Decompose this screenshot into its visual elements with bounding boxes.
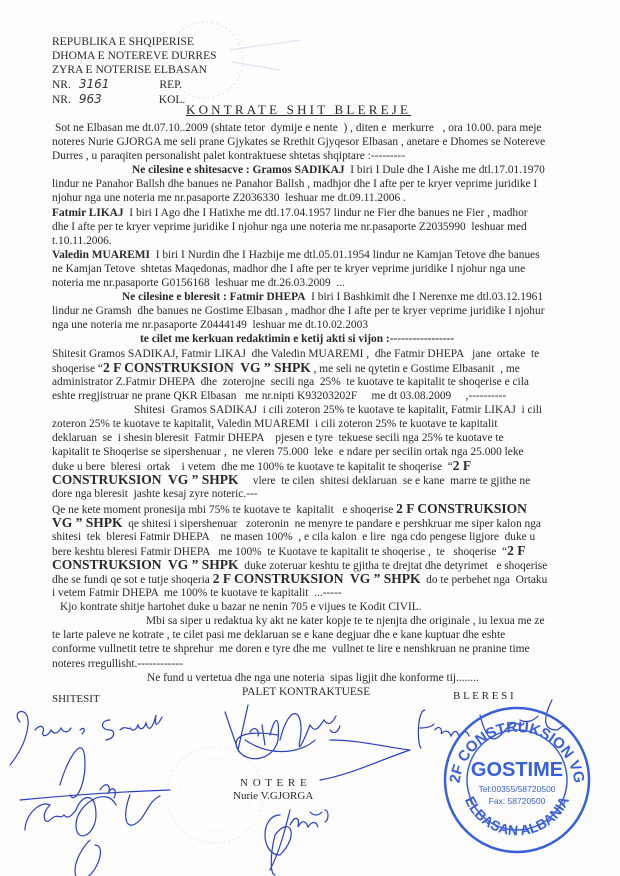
line-text: Durres , u paraqiten personalisht palet kontraktuese shtetas shqiptare :---------: [52, 150, 405, 163]
line-text: ne Kamjan Tetove shtetas Maqedonas, madhor dhe I afte per te kryer veprime juridike I njohur nga une: [52, 262, 526, 275]
stamp-fax: Fax: 58720500: [488, 796, 546, 806]
document-title: KONTRATE SHIT BLEREJE: [186, 102, 412, 117]
line-text: shitesi tek bleresi Fatmir DHEPA ne masen 100% , e cila kalon e lire nga cdo pengese ligjore duke u: [52, 530, 536, 543]
line-text: eshte rregjistruar ne prane QKR Elbasan me nr.nipti K93203202F me dt 03.08.2009 ,----------: [52, 389, 507, 402]
line-text: noteres rregullisht.------------: [52, 657, 183, 670]
stamp-ring-top: 2F CONSTRUKSION VG: [446, 718, 588, 785]
line-text: dhe I afte per te kryer veprime juridike I njohur nga une noteria me nr.pasaporte Z2035990 leshuar med: [52, 220, 527, 233]
line-text: dore nga bleresit jashte kesaj zyre noteric.---: [52, 488, 258, 501]
company-stamp: [445, 708, 589, 852]
line-text: , me seli ne qytetin e Gostime Elbasanit , me: [310, 362, 520, 375]
line-text: deklaruan se i shesin bleresit Fatmir DHEPA pjesen e tyre tekuese secili nga 25% te kuotave te: [52, 432, 504, 445]
line-text: noteres Nurie GJORGA me seli prane Gjykates se Rrethit Gjyqesor Elbasan , anetare e Dhomes se Notereve: [52, 136, 546, 149]
line-text: qe shitesi i sipershenuar zoteronin ne menyre te pandare e pershkruar me siper kalon nga: [122, 517, 541, 530]
notary-name: Nurie V.GJORGA: [233, 790, 314, 802]
bold-text: 2 F: [507, 542, 526, 558]
bold-text: Valedin MUAREMI: [52, 248, 150, 261]
sellers-label: SHITESIT: [52, 693, 100, 705]
line-text: dhe se fundi qe sot e tutje shoqeria: [52, 574, 213, 586]
line-text: bere keshtu bleresi Fatmir DHEPA me 100% te Kuotave te kapitalit te shoqerise , te shoqerise “: [52, 545, 508, 558]
rep-label: REP.: [159, 79, 183, 91]
signature-gramos-sadikaj: [10, 711, 162, 765]
line-text: njohur nga une noteria me nr.pasaporte Z2036330 leshuar me dt.09.11.2006 .: [52, 192, 406, 205]
line-text: t.10.11.2006.: [52, 234, 112, 247]
line-text: I biri I Bashkimit dhe I Nerenxe me dtl.03.12.1961: [305, 291, 544, 304]
bold-text: 2 F: [452, 458, 472, 474]
rep-number: 3161: [78, 77, 110, 91]
line-text: I biri I Ago dhe I Hatixhe me dtl.17.04.1957 lindur ne Fier dhe banues ne Fier , madhor: [123, 206, 528, 219]
faint-notary-stamp-bottom: [167, 747, 263, 843]
line-text: Kjo kontrate shitje hartohet duke u bazar ne nenin 705 e vijues te Kodit CIVIL.: [60, 601, 422, 614]
stamp-center: GOSTIME: [470, 759, 564, 781]
bold-text: Ne cilesine e bleresit : Fatmir DHEPA: [122, 291, 306, 304]
line-text: I biri I Nurdin dhe I Hazbije me dtl.05.01.1954 lindur ne Kamjan Tetove dhe banues: [150, 248, 540, 261]
line-text: duke zoteruar keshtu te gjitha te drejtat dhe detyrimet e shoqerise: [238, 559, 548, 572]
line-text: PALET KONTRAKTUESE: [242, 685, 371, 698]
line-text: Qe ne kete moment pronesija mbi 75% te kuotave te kapitalit e shoqerise: [52, 503, 397, 516]
line-text: noteria me nr.pasaporte G0156168 leshuar me dt.26.03.2009 ...: [52, 277, 345, 290]
line-text: Shitesi Gramos SADIKAJ i cili zoteron 25% te kuotave te kapitalit, Fatmir LIKAJ i cili: [134, 403, 543, 416]
line-text: te larte paleve ne kotrate , te cilet pasi me deklaruan se e kane degjuar dhe e kane kuptuar dhe eshte: [52, 629, 506, 642]
header-line: ZYRA E NOTERISE ELBASAN: [52, 64, 207, 76]
header-line: REPUBLIKA E SHQIPERISE: [52, 36, 194, 48]
bold-text: Fatmir LIKAJ: [52, 206, 124, 219]
line-text: Shitesit Gramos SADIKAJ, Fatmir LIKAJ dhe Valedin MUAREMI , dhe Fatmir DHEPA jane ortake te: [52, 347, 540, 360]
line-text: I biri I Dule dhe I Aishe me dtl.17.01.1970: [344, 164, 545, 177]
bold-text: VG ” SHPK: [52, 514, 123, 530]
bold-text: 2 F CONSTRUKSION: [396, 500, 527, 516]
signature-fatmir-likaj: [20, 748, 170, 876]
line-text: Ne fund u vertetua dhe nga une noteria sipas ligjit dhe konforme tij........: [147, 671, 479, 684]
header-line: DHOMA E NOTEREVE DURRES: [52, 50, 217, 62]
line-text: i vetem Fatmir DHEPA me 100% te kuotave te kapitalit ...-----: [52, 587, 342, 600]
line-text: lindur ne Panahor Ballsh dhe banues ne Panahor Ballsh , madhjor dhe I afte per te kryer veprime juridike I: [52, 178, 538, 191]
bold-text: CONSTRUKSION VG ” SHPK: [52, 472, 239, 488]
nr-label: NR.: [52, 79, 71, 91]
kol-number: 963: [78, 92, 102, 106]
line-text: conforme vullnetit tetre te shprehur me doren e tyre dhe me vullnet te lire e nenshkruan ne pranine time: [52, 643, 530, 656]
nr-label: NR.: [52, 94, 71, 106]
line-text: Mbi sa siper u redaktua ky akt ne kater kopje te te njenjta dhe originale , iu lexua me ze: [146, 615, 545, 628]
line-text: do te perbehet nga Ortaku: [420, 574, 548, 586]
signature-valedin-muaremi: [225, 705, 410, 780]
line-text: kapitalit te Shoqerise se sipershenuar , ne vleren 75.000 leke e ndare per secilin ortak nga 25.000 leke: [52, 446, 524, 459]
notary-label: N O T E R E: [240, 777, 308, 789]
stamp-ring-bottom: ELBASAN ALBANIA: [461, 793, 573, 839]
faint-notary-stamp: [167, 22, 300, 98]
bold-text: 2 F CONSTRUKSION VG ” SHPK: [212, 571, 421, 586]
line-text: lindur ne Gramsh dhe banues ne Gostime Elbasan , madhor dhe I afte per te kryer veprime juridike I njohur: [52, 305, 545, 318]
bold-text: Ne cilesine e shitesacve : Gramos SADIKAJ: [132, 164, 345, 177]
bold-text: CONSTRUKSION VG ” SHPK: [52, 556, 239, 572]
bold-text: 2 F CONSTRUKSION VG ” SHPK: [102, 359, 311, 375]
kol-label: KOL.: [158, 94, 186, 106]
line-text: zoteron 25% te kuotave te kapitalit, Valedin MUAREMI i cili zoteron 25% te kuotave te kapitalit: [52, 417, 498, 430]
line-text: Sot ne Elbasan me dt.07.10..2009 (shtate tetor dymije e nente ) , diten e merkurre , ora 10.00. para meje: [55, 122, 542, 134]
buyer-label: B L E R E S I: [453, 690, 514, 702]
line-text: shoqerise “: [52, 362, 103, 375]
line-text: duke u bere bleresi ortak i vetem dhe me 100% te kuotave te kapitalit te shoqerise “: [52, 461, 453, 474]
bold-text: te cilet me kerkuan redaktimin e ketij akti si vijon :-----------------: [140, 333, 455, 346]
line-text: nga une noteria me nr.pasaporte Z0444149 leshuar me dt.10.02.2003: [52, 319, 369, 332]
stamp-tel: Tel:00355/58720500: [478, 784, 556, 794]
signature-notary: [265, 810, 328, 875]
line-text: administrator Z.Fatmir DHEPA dhe zoterojne secili nga 25% te kuotave te kapitalit te shoqerise e cila: [52, 375, 529, 388]
line-text: vlere te cilen shitesi deklaruan se e kane marre te gjithe ne: [238, 475, 531, 488]
